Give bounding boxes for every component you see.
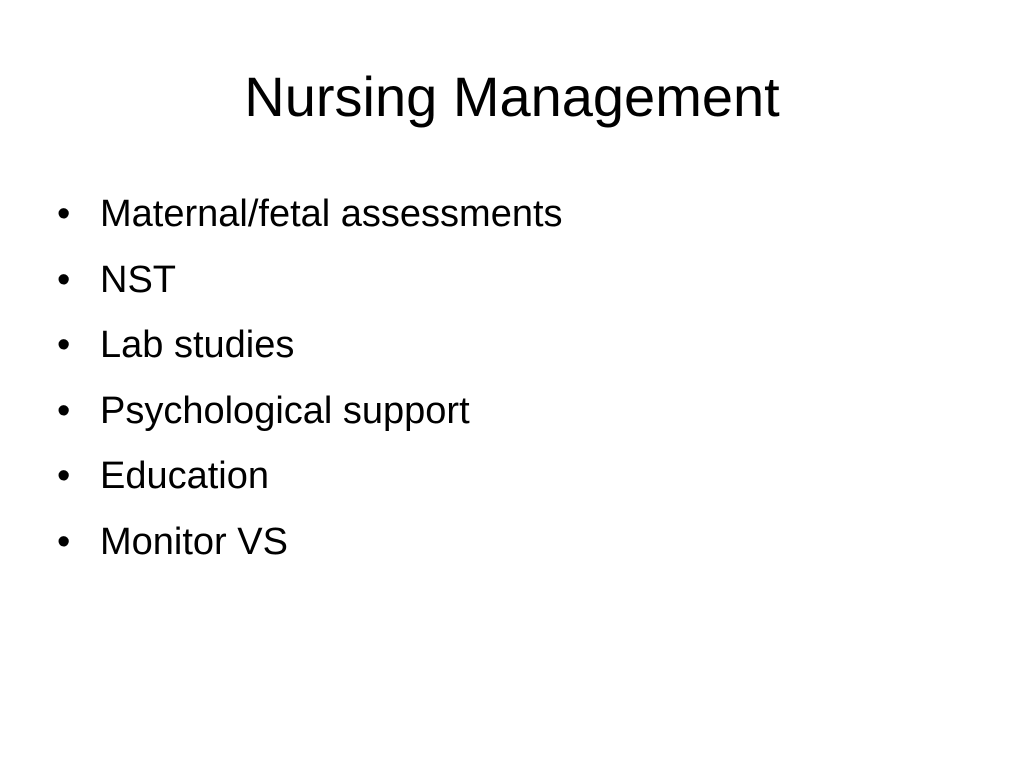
bullet-item-lab-studies bbox=[57, 319, 563, 385]
bullet-icon: • bbox=[57, 389, 71, 432]
bullet-text: Maternal/fetal assessments bbox=[100, 193, 563, 235]
bullet-text: Monitor VS bbox=[100, 520, 288, 563]
bullet-icon: • bbox=[57, 258, 71, 301]
bullet-icon: • bbox=[57, 455, 71, 497]
bullet-text: Lab studies bbox=[100, 324, 295, 366]
slide-title: Nursing Management bbox=[244, 65, 780, 128]
bullet-icon: • bbox=[57, 520, 71, 563]
bullet-icon: • bbox=[57, 193, 71, 235]
bullet-text: Education bbox=[100, 455, 270, 497]
bullet-text: NST bbox=[100, 258, 176, 301]
bullet-list bbox=[57, 188, 563, 581]
bullet-icon: • bbox=[57, 324, 71, 366]
bullet-item-nst bbox=[57, 254, 563, 320]
bullet-item-maternal-fetal-assessments bbox=[57, 188, 563, 254]
bullet-item-monitor-vs bbox=[57, 516, 563, 582]
bullet-item-education bbox=[57, 450, 563, 516]
bullet-text: Psychological support bbox=[100, 389, 470, 432]
bullet-item-psychological-support bbox=[57, 385, 563, 451]
